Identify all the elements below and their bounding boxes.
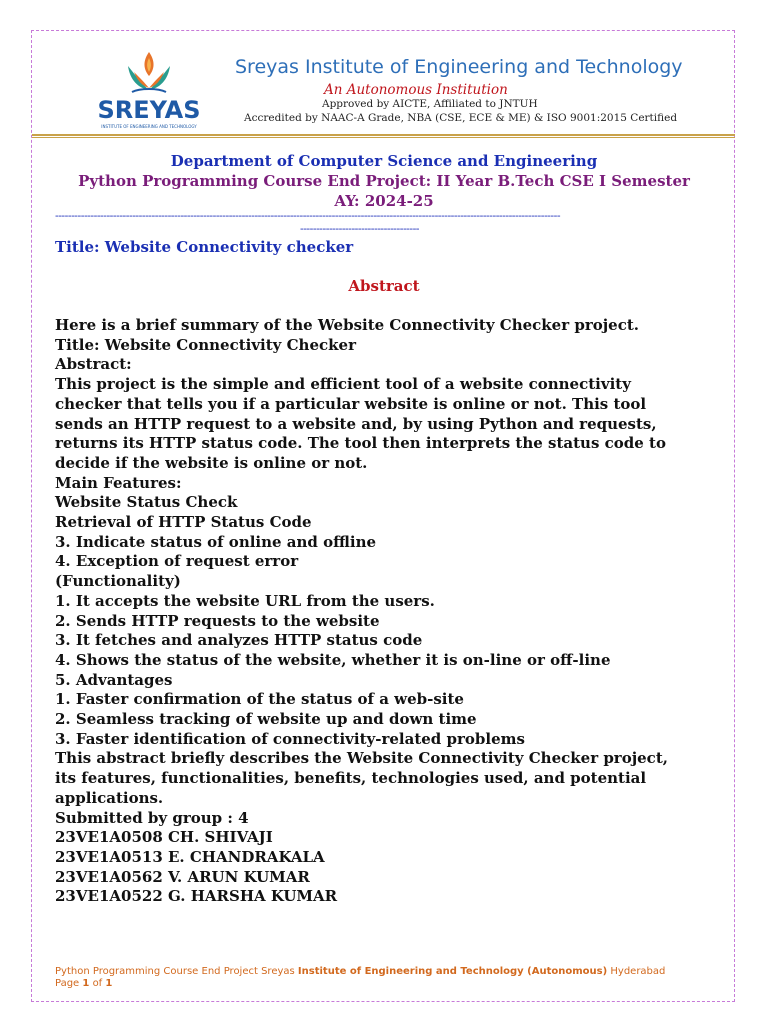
body-line: checker that tells you if a particular website is online or not. This tool xyxy=(55,394,647,413)
body-line: 1. Faster confirmation of the status of a web-site xyxy=(55,690,464,709)
body-line: This abstract briefly describes the Website Connectivity Checker project, xyxy=(55,749,668,768)
body-line: 3. Faster identification of connectivity-related problems xyxy=(55,729,525,748)
body-line: Retrieval of HTTP Status Code xyxy=(55,513,312,532)
dashed-separator: ------------------------------------------------------------------------------------------------------------------------------------------------------------- xyxy=(55,209,561,221)
body-line: 1. It accepts the website URL from the users. xyxy=(55,591,435,610)
body-line: 5. Advantages xyxy=(55,670,173,689)
project-title: Title: Website Connectivity checker xyxy=(55,238,354,256)
footer-page-number: 1 xyxy=(82,978,90,989)
body-line: Here is a brief summary of the Website Connectivity Checker project. xyxy=(55,316,639,334)
body-line: 23VE1A0513 E. CHANDRAKALA xyxy=(55,847,325,866)
body-line: 4. Shows the status of the website, whether it is on-line or off-line xyxy=(55,650,611,669)
institution-tagline: An Autonomous Institution xyxy=(324,82,508,98)
body-line: Website Status Check xyxy=(55,493,238,512)
sreyas-logo xyxy=(92,48,207,134)
body-line: 23VE1A0522 G. HARSHA KUMAR xyxy=(55,887,338,906)
department-heading: Department of Computer Science and Engineering xyxy=(170,152,598,170)
body-line: (Functionality) xyxy=(55,572,181,591)
body-line: Abstract: xyxy=(55,355,132,374)
abstract-body xyxy=(55,316,715,907)
header-rule-thin xyxy=(32,137,735,138)
footer-page-label: Page xyxy=(55,978,80,989)
course-heading: Python Programming Course End Project: II Year B.Tech CSE I Semester xyxy=(78,172,690,190)
footer-city: Hyderabad xyxy=(610,966,666,977)
letterhead xyxy=(92,48,692,132)
academic-year: AY: 2024-25 xyxy=(334,192,434,210)
body-line: 23VE1A0508 CH. SHIVAJI xyxy=(55,828,273,847)
accreditation-line: Accredited by NAAC-A Grade, NBA (CSE, ECE & ME) & ISO 9001:2015 Certified xyxy=(244,112,678,124)
body-line: 23VE1A0562 V. ARUN KUMAR xyxy=(55,867,310,886)
body-line: its features, functionalities, benefits, technologies used, and potential xyxy=(55,769,647,788)
body-line: 2. Sends HTTP requests to the website xyxy=(55,611,380,630)
header-rule xyxy=(32,134,735,136)
footer-page-total: 1 xyxy=(105,978,113,989)
body-line: Title: Website Connectivity Checker xyxy=(55,335,356,354)
body-line: Submitted by group : 4 xyxy=(55,808,249,827)
body-line: applications. xyxy=(55,788,164,807)
footer-institution: Institute of Engineering and Technology (Autonomous) xyxy=(297,966,608,977)
body-line: This project is the simple and efficient tool of a website connectivity xyxy=(55,375,631,394)
body-line: sends an HTTP request to a website and, by using Python and requests, xyxy=(55,414,657,433)
body-line: decide if the website is online or not. xyxy=(55,453,368,472)
dashed-separator-continued: ------------------------------------- xyxy=(300,222,420,234)
logo-wordmark: SREYAS xyxy=(97,96,201,124)
abstract-heading: Abstract xyxy=(348,277,420,295)
body-line: Main Features: xyxy=(55,473,182,492)
footer-prefix: Python Programming Course End Project Sreyas xyxy=(55,966,295,977)
page-footer xyxy=(55,966,715,990)
body-line: 3. Indicate status of online and offline xyxy=(55,532,377,551)
logo-subtext: INSTITUTE OF ENGINEERING AND TECHNOLOGY xyxy=(101,124,197,129)
body-line: 4. Exception of request error xyxy=(55,552,299,571)
footer-of-label: of xyxy=(92,978,103,989)
body-line: 3. It fetches and analyzes HTTP status code xyxy=(55,631,423,650)
institution-name: Sreyas Institute of Engineering and Technology xyxy=(235,56,683,78)
body-line: 2. Seamless tracking of website up and down time xyxy=(55,710,477,729)
body-line: returns its HTTP status code. The tool then interprets the status code to xyxy=(55,434,666,453)
approval-line: Approved by AICTE, Affiliated to JNTUH xyxy=(322,98,538,110)
